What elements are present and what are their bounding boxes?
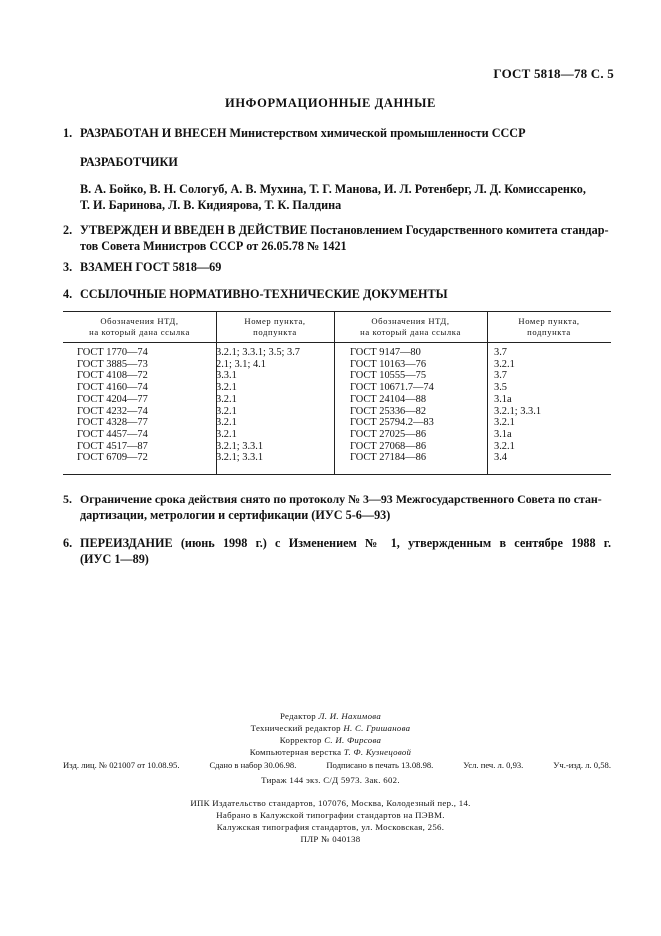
developers-line-2: Т. И. Баринова, Л. В. Кидиярова, Т. К. Палдина [80,198,342,212]
table-cell: 3.2.1 [216,405,237,417]
printer-info: Калужская типография стандартов, ул. Московская, 256. [216,822,445,832]
section-title: ИНФОРМАЦИОННЫЕ ДАННЫЕ [225,96,436,110]
table-cell: ГОСТ 4517—87 [77,440,148,452]
table-cell: ГОСТ 4204—77 [77,393,148,405]
item-5 [63,491,611,523]
print-run: Тираж 144 экз. С/Д 5973. Зак. 602. [261,775,400,785]
item-4 [63,286,611,302]
header-point-right [487,316,611,338]
editor-label: Редактор [279,711,316,721]
publication-details [63,760,611,770]
right-points-column [494,347,541,464]
table-cell: 3.2.1 [494,358,515,370]
item-text-line-1: Ограничение срока действия снято по протоколу № 3—93 Межгосударственного Совета по стан- [80,492,602,506]
header-line: Обозначения НТД, [371,316,450,326]
item-2 [63,222,611,254]
table-cell: ГОСТ 27184—86 [350,452,427,464]
table-cell: 3.2.1; 3.3.1 [216,452,264,464]
table-cell: 3.7 [494,370,507,382]
publisher: ИПК Издательство стандартов, 107076, Москва, Колодезный пер., 14. [190,798,471,808]
item-text: ВЗАМЕН ГОСТ 5818—69 [80,260,222,274]
item-text-line-2: тов Совета Министров СССР от 26.05.78 № 1421 [80,239,347,253]
item-text: РАЗРАБОТАН И ВНЕСЕН Министерством химической промышленности СССР [80,126,526,140]
table-cell: 3.2.1; 3.3.1 [216,440,264,452]
table-cell: ГОСТ 27025—86 [350,428,427,440]
corrector-line [0,734,661,746]
table-cell: 3.2.1 [216,382,237,394]
header-line: Номер пункта, [244,316,306,326]
table-cell: ГОСТ 4108—72 [77,370,148,382]
table-cell: 3.2.1 [216,393,237,405]
table-cell: 3.5 [494,382,507,394]
layout-label: Компьютерная верстка [249,747,342,757]
item-text-line-1: ПЕРЕИЗДАНИЕ (июнь 1998 г.) с Изменением № 1, утвержденным в сентябре 1988 г. [80,536,611,550]
table-cell: ГОСТ 24104—88 [350,393,427,405]
table-cell: 3.3.1 [216,370,237,382]
item-number: 1. [63,126,73,140]
table-cell: ГОСТ 25794.2—83 [350,417,434,429]
table-cell: ГОСТ 10163—76 [350,358,427,370]
item-6 [63,535,611,567]
table-cell: 3.2.1 [216,428,237,440]
table-cell: ГОСТ 4160—74 [77,382,148,394]
table-cell: ГОСТ 9147—80 [350,347,421,358]
table-cell: 3.1а [494,428,512,440]
page-header: ГОСТ 5818—78 С. 5 [493,66,614,81]
header-line: Номер пункта, [518,316,580,326]
table-cell: 3.2.1 [494,440,515,452]
table-cell: ГОСТ 4328—77 [77,417,148,429]
header-divider [63,342,611,343]
table-cell: 3.2.1; 3.3.1 [494,405,542,417]
table-cell: ГОСТ 3885—73 [77,358,148,370]
item-text-line-2: (ИУС 1—89) [80,552,149,566]
header-point-left [216,316,334,338]
table-cell: 3.7 [494,347,507,358]
item-number: 3. [63,260,73,274]
pub-edit-sheets: Уч.-изд. л. 0,58. [553,760,611,770]
left-points-column [216,347,300,464]
item-number: 6. [63,536,73,550]
item-1 [63,125,611,141]
header-line: на который дана ссылка [89,327,190,337]
header-line: Обозначения НТД, [100,316,179,326]
editor-name: Л. И. Нахимова [318,711,382,721]
pub-submitted: Сдано в набор 30.06.98. [209,760,297,770]
table-cell: ГОСТ 10555—75 [350,370,427,382]
item-number: 2. [63,223,73,237]
header-line: на который дана ссылка [360,327,461,337]
header-doc-right [334,316,487,338]
table-cell: ГОСТ 6709—72 [77,452,148,464]
table-cell: 3.2.1 [216,417,237,429]
column-divider [334,312,335,474]
table-cell: ГОСТ 4232—74 [77,405,148,417]
item-text: ССЫЛОЧНЫЕ НОРМАТИВНО-ТЕХНИЧЕСКИЕ ДОКУМЕНТЫ [80,287,448,301]
header-doc-left [63,316,216,338]
left-docs-column [77,347,148,464]
table-cell: ГОСТ 1770—74 [77,347,148,358]
table-cell: ГОСТ 25336—82 [350,405,427,417]
corrector-label: Корректор [279,735,322,745]
table-cell: 3.4 [494,452,507,464]
editor-line [0,710,661,722]
references-table [63,311,611,475]
header-line: подпункта [527,327,571,337]
table-cell: ГОСТ 10671.7—74 [350,382,434,394]
layout-name: Т. Ф. Кузнецовой [343,747,412,757]
table-cell: ГОСТ 4457—74 [77,428,148,440]
corrector-name: С. И. Фирсова [324,735,382,745]
item-number: 4. [63,287,73,301]
table-cell: 3.2.1; 3.3.1; 3.5; 3.7 [216,347,300,358]
table-cell: 2.1; 3.1; 4.1 [216,358,266,370]
right-docs-column [350,347,434,464]
developers-line-1: В. А. Бойко, В. Н. Сологуб, А. В. Мухина, Т. Г. Манова, И. Л. Ротенберг, Л. Д. Комиссаренко, [80,182,586,196]
table-cell: 3.2.1 [494,417,515,429]
typeset-info: Набрано в Калужской типографии стандартов на ПЭВМ. [216,810,445,820]
pub-sheets: Усл. печ. л. 0,93. [463,760,524,770]
item-text-line-2: дартизации, метрологии и сертификации (ИУС 5-6—93) [80,508,391,522]
developers-label: РАЗРАБОТЧИКИ [80,155,178,169]
header-line: подпункта [253,327,297,337]
table-cell: 3.1а [494,393,512,405]
plr-number: ПЛР № 040138 [300,834,361,844]
pub-license: Изд. лиц. № 021007 от 10.08.95. [63,760,180,770]
item-3 [63,259,611,275]
pub-signed: Подписано в печать 13.08.98. [326,760,434,770]
column-divider [487,312,488,474]
tech-editor-line [0,722,661,734]
item-number: 5. [63,492,72,506]
layout-line [0,746,661,758]
item-text-line-1: УТВЕРЖДЕН И ВВЕДЕН В ДЕЙСТВИЕ Постановлением Государственного комитета стандар- [80,223,609,237]
table-cell: ГОСТ 27068—86 [350,440,427,452]
tech-editor-name: Н. С. Гришанова [343,723,411,733]
tech-editor-label: Технический редактор [250,723,341,733]
